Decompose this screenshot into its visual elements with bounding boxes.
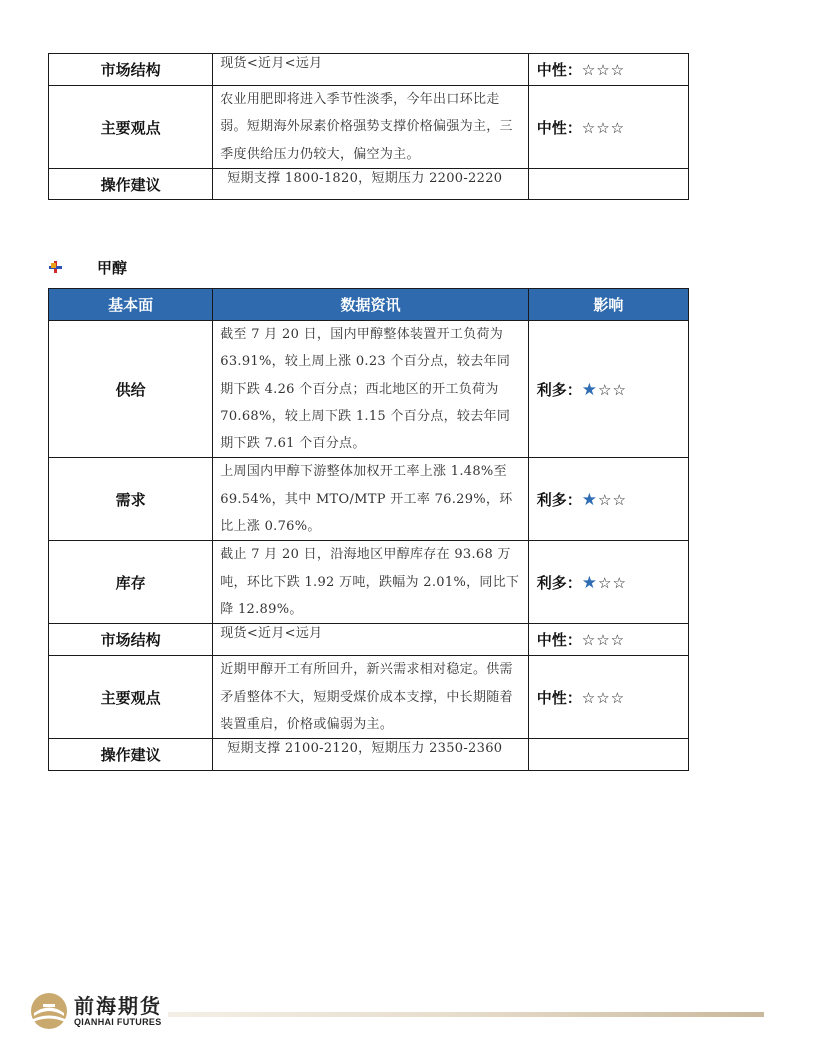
row-content: 上周国内甲醇下游整体加权开工率上涨 1.48%至 69.54%，其中 MTO/MTP 开工率 76.29%，环比上涨 0.76%。 <box>213 458 528 541</box>
row-content: 现货<近月<远月 <box>213 54 528 86</box>
table-row <box>49 739 689 771</box>
row-label-market-structure: 市场结构 <box>49 624 213 656</box>
footer-divider <box>168 1012 764 1017</box>
star-empty-icon: ☆ <box>610 631 626 650</box>
row-content: 现货<近月<远月 <box>213 624 528 656</box>
rating-label: 中性： <box>536 688 582 707</box>
row-label-operation: 操作建议 <box>49 169 213 200</box>
star-empty-icon: ☆ <box>581 118 597 137</box>
star-empty-icon: ☆ <box>581 631 597 650</box>
rating-label: 中性： <box>536 631 582 650</box>
rating-cell-empty <box>528 739 688 771</box>
row-label-operation: 操作建议 <box>49 739 213 771</box>
star-empty-icon: ☆ <box>596 61 611 79</box>
column-header-data-info: 数据资讯 <box>213 289 528 321</box>
star-empty-icon: ☆ <box>581 61 597 79</box>
row-label-inventory: 库存 <box>49 541 213 624</box>
rating-label: 中性： <box>536 118 582 137</box>
rating-label: 利多： <box>536 490 582 509</box>
row-label-demand: 需求 <box>49 458 213 541</box>
table-row <box>49 54 689 86</box>
section-title-text: 甲醇 <box>97 258 128 277</box>
rating-label: 中性： <box>536 61 582 79</box>
rating-cell <box>528 624 688 656</box>
table-row <box>49 458 689 541</box>
methanol-table <box>48 288 689 771</box>
row-label-supply: 供给 <box>49 321 213 458</box>
star-empty-icon: ☆ <box>596 688 611 707</box>
logo-text <box>74 995 162 1027</box>
star-empty-icon: ☆ <box>612 490 627 509</box>
star-empty-icon: ☆ <box>610 688 626 707</box>
row-content: 短期支撑 2100-2120，短期压力 2350-2360 <box>213 739 528 771</box>
star-rating <box>582 689 625 707</box>
row-content: 截至 7 月 20 日，国内甲醇整体装置开工负荷为 63.91%，较上周上涨 0.23 个百分点，较去年同期下跌 4.26 个百分点；西北地区的开工负荷为 70.68%，较上周下跌 1.15 个百分点，较去年同期下跌 7.61 个百分点。 <box>213 321 528 458</box>
row-content: 农业用肥即将进入季节性淡季，今年出口环比走弱。短期海外尿素价格强势支撑价格偏强为主，三季度供给压力仍较大，偏空为主。 <box>213 86 528 169</box>
row-label-market-structure: 市场结构 <box>49 54 213 86</box>
row-label-main-view: 主要观点 <box>49 86 213 169</box>
table-row <box>49 541 689 624</box>
urea-table <box>48 53 689 200</box>
star-empty-icon: ☆ <box>581 688 597 707</box>
star-empty-icon: ☆ <box>598 573 613 592</box>
rating-cell-empty <box>528 169 688 200</box>
rating-label: 利多： <box>536 573 582 592</box>
star-rating <box>582 381 627 399</box>
table-row <box>49 321 689 458</box>
star-empty-icon: ☆ <box>612 380 627 399</box>
rating-cell <box>528 458 688 541</box>
star-filled-icon: ★ <box>581 489 598 510</box>
rating-cell <box>528 656 688 739</box>
star-filled-icon: ★ <box>581 379 598 400</box>
star-empty-icon: ☆ <box>598 380 613 399</box>
company-logo <box>30 992 162 1030</box>
star-filled-icon: ★ <box>581 572 598 593</box>
rating-cell <box>528 321 688 458</box>
star-rating <box>582 119 625 137</box>
logo-english-name: QIANHAI FUTURES <box>74 1017 162 1027</box>
table-header-row <box>49 289 689 321</box>
star-rating <box>582 574 627 592</box>
logo-mark-icon <box>30 992 68 1030</box>
row-content: 截止 7 月 20 日，沿海地区甲醇库存在 93.68 万吨，环比下跌 1.92 万吨，跌幅为 2.01%，同比下降 12.89%。 <box>213 541 528 624</box>
star-empty-icon: ☆ <box>612 573 627 592</box>
rating-cell <box>528 86 688 169</box>
bullet-icon <box>48 259 64 275</box>
row-label-main-view: 主要观点 <box>49 656 213 739</box>
star-rating <box>582 631 625 649</box>
section-title-methanol <box>48 256 127 278</box>
rating-cell <box>528 541 688 624</box>
table-row <box>49 169 689 200</box>
star-empty-icon: ☆ <box>598 490 613 509</box>
star-empty-icon: ☆ <box>596 631 611 650</box>
column-header-impact: 影响 <box>528 289 688 321</box>
star-empty-icon: ☆ <box>596 118 611 137</box>
rating-cell <box>528 54 688 86</box>
table-row <box>49 624 689 656</box>
table-row <box>49 86 689 169</box>
row-content: 短期支撑 1800-1820，短期压力 2200-2220 <box>213 169 528 200</box>
star-empty-icon: ☆ <box>610 61 626 79</box>
row-content: 近期甲醇开工有所回升，新兴需求相对稳定。供需矛盾整体不大，短期受煤价成本支撑，中长期随着装置重启，价格或偏弱为主。 <box>213 656 528 739</box>
logo-chinese-name: 前海期货 <box>74 994 162 1018</box>
star-empty-icon: ☆ <box>610 118 626 137</box>
column-header-fundamentals: 基本面 <box>49 289 213 321</box>
star-rating <box>582 61 625 79</box>
star-rating <box>582 491 627 509</box>
table-row <box>49 656 689 739</box>
rating-label: 利多： <box>536 380 582 399</box>
